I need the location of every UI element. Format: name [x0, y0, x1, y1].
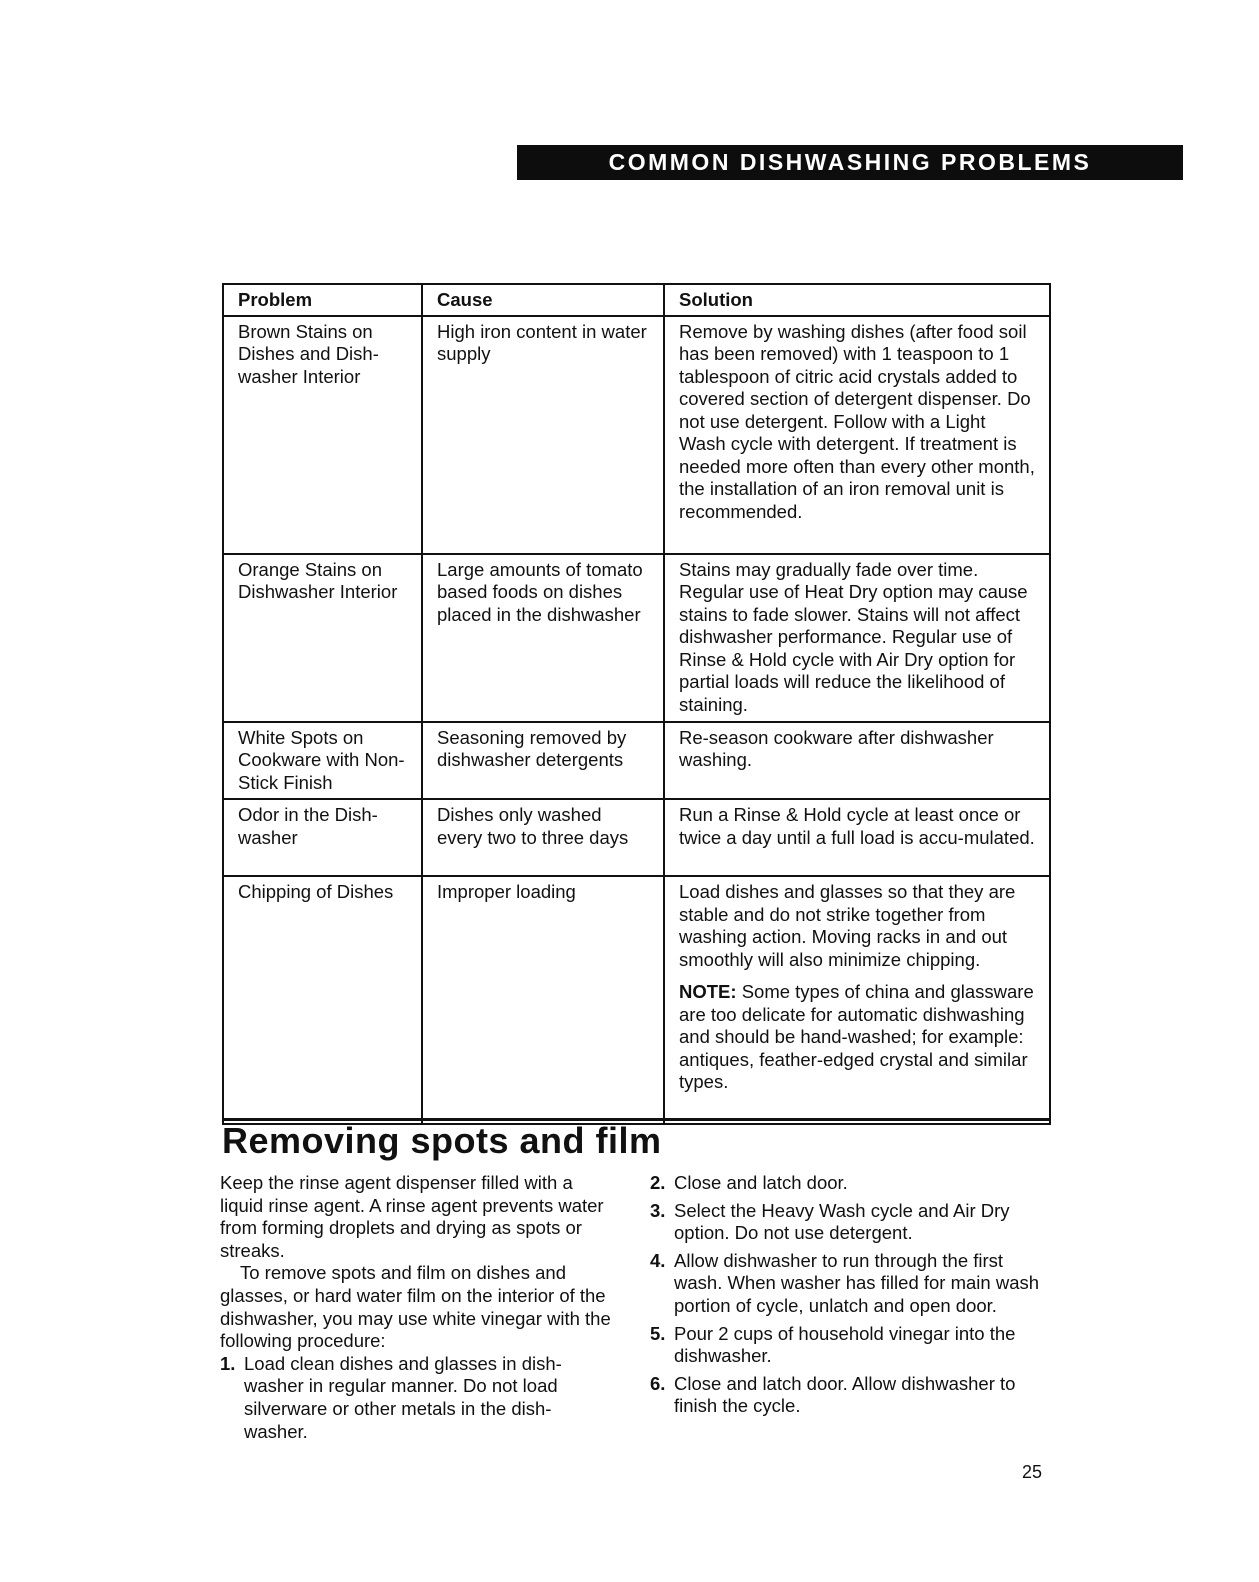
step-text: Allow dishwasher to run through the first wash. When washer has filled for main wash portion of cycle, unlatch and open door.	[674, 1249, 1040, 1316]
step-number: 4.	[650, 1249, 666, 1271]
table-row	[223, 876, 1050, 1124]
list-item	[650, 1250, 1050, 1318]
solution-cell: Run a Rinse & Hold cycle at least once or twice a day until a full load is accu-mulated.	[664, 799, 1050, 876]
column-header-solution: Solution	[664, 284, 1050, 316]
step-text: Close and latch door. Allow dishwasher to finish the cycle.	[674, 1372, 1016, 1417]
step-text: Load clean dishes and glasses in dish-washer in regular manner. Do not load silverware or other metals in the dish-washer.	[244, 1352, 562, 1442]
solution-cell	[664, 876, 1050, 1124]
list-item	[650, 1323, 1050, 1368]
page-header-bar	[517, 145, 1183, 180]
table-row	[223, 799, 1050, 876]
list-item	[650, 1373, 1050, 1418]
step-number: 5.	[650, 1322, 666, 1344]
table-row	[223, 722, 1050, 800]
solution-cell: Remove by washing dishes (after food soil has been removed) with 1 teaspoon to 1 tablespoon of citric acid crystals added to covered section of detergent dispenser. Do not use detergent. Follow with a Light Wash cycle with detergent. If treatment is needed more often than every other month, the installation of an iron removal unit is recommended.	[664, 316, 1050, 554]
problem-cell: White Spots on Cookware with Non-Stick Finish	[223, 722, 422, 800]
column-header-problem: Problem	[223, 284, 422, 316]
list-item	[650, 1200, 1050, 1245]
problems-table	[222, 283, 1051, 1125]
step-text: Pour 2 cups of household vinegar into the dishwasher.	[674, 1322, 1016, 1367]
table-row	[223, 316, 1050, 554]
problem-cell: Chipping of Dishes	[223, 876, 422, 1124]
step-number: 6.	[650, 1372, 666, 1394]
cause-cell: Seasoning removed by dishwasher detergents	[422, 722, 664, 800]
left-column	[220, 1172, 615, 1448]
procedure-intro-paragraph: To remove spots and film on dishes and glasses, or hard water film on the interior of the dishwasher, you may use white vinegar with the following procedure:	[220, 1262, 611, 1352]
page-number: 25	[1022, 1462, 1043, 1482]
steps-list-left	[220, 1353, 615, 1443]
steps-list-right	[650, 1172, 1050, 1418]
cause-cell: Dishes only washed every two to three days	[422, 799, 664, 876]
cause-cell: Large amounts of tomato based foods on dishes placed in the dishwasher	[422, 554, 664, 722]
problem-cell: Odor in the Dish-washer	[223, 799, 422, 876]
problem-cell: Orange Stains on Dishwasher Interior	[223, 554, 422, 722]
step-number: 1.	[220, 1352, 236, 1374]
solution-cell: Stains may gradually fade over time. Regular use of Heat Dry option may cause stains to fade slower. Stains will not affect dishwasher performance. Regular use of Rinse & Hold cycle with Air Dry option for partial loads will reduce the likelihood of staining.	[664, 554, 1050, 722]
solution-cell: Re-season cookware after dishwasher washing.	[664, 722, 1050, 800]
note-label: NOTE:	[679, 981, 737, 1002]
list-item	[220, 1353, 615, 1443]
problem-cell: Brown Stains on Dishes and Dish-washer Interior	[223, 316, 422, 554]
section-title: Removing spots and film	[222, 1120, 662, 1161]
note-paragraph	[679, 981, 1037, 1094]
cause-cell: High iron content in water supply	[422, 316, 664, 554]
note-text: Some types of china and glassware are too delicate for automatic dishwashing and should be hand-washed; for example: antiques, feather-edged crystal and similar types.	[679, 981, 1034, 1092]
column-header-cause: Cause	[422, 284, 664, 316]
step-number: 3.	[650, 1199, 666, 1221]
list-item	[650, 1172, 1050, 1195]
cause-cell: Improper loading	[422, 876, 664, 1124]
step-number: 2.	[650, 1172, 666, 1193]
right-column	[650, 1172, 1050, 1423]
solution-text: Load dishes and glasses so that they are stable and do not strike together from washing action. Moving racks in and out smoothly will also minimize chipping.	[679, 881, 1016, 970]
step-text: Select the Heavy Wash cycle and Air Dry option. Do not use detergent.	[674, 1199, 1010, 1244]
table-header-row	[223, 284, 1050, 316]
step-text: Close and latch door.	[674, 1172, 848, 1193]
page-header-title: COMMON DISHWASHING PROBLEMS	[608, 149, 1092, 175]
intro-paragraph: Keep the rinse agent dispenser filled with a liquid rinse agent. A rinse agent prevents water from forming droplets and drying as spots or streaks.	[220, 1172, 604, 1261]
table-row	[223, 554, 1050, 722]
